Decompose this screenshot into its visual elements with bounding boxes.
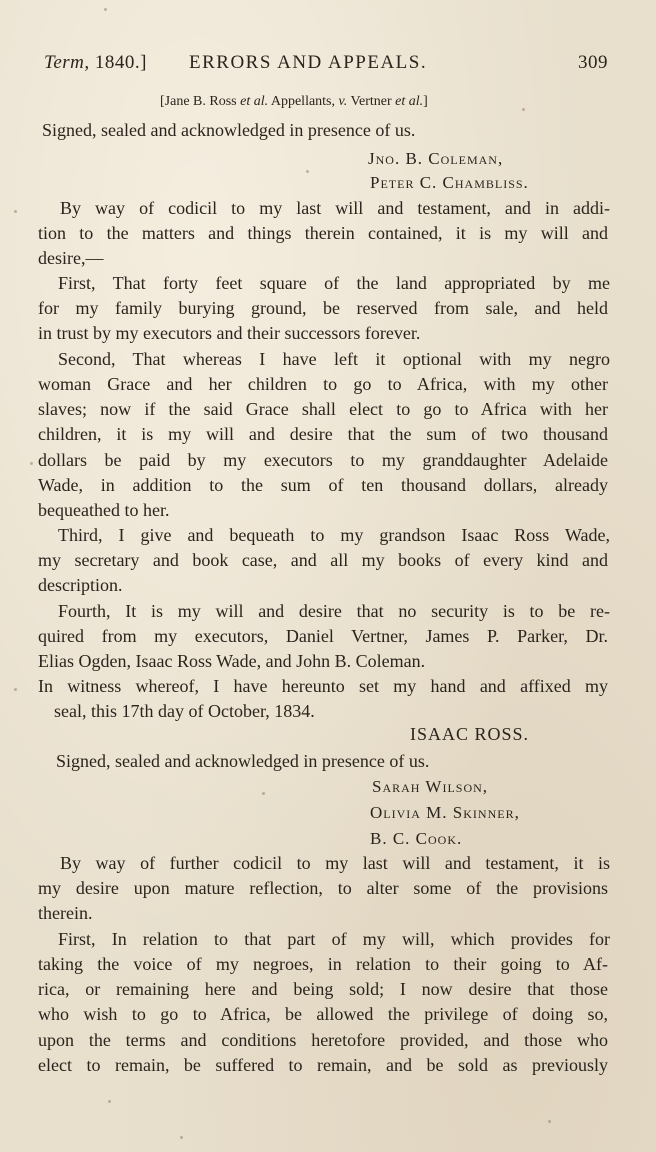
text-line: By way of codicil to my last will and testament, and in addi- [60, 198, 610, 218]
paper-speck [306, 170, 309, 173]
testator-signature: ISAAC ROSS. [410, 724, 530, 744]
text-line: By way of further codicil to my last will and testament, it is [60, 853, 610, 873]
text-line: Wade, in addition to the sum of ten thousand dollars, already [38, 475, 608, 495]
text-line: elect to remain, be suffered to remain, and be sold as previously [38, 1055, 608, 1075]
text-line: Elias Ogden, Isaac Ross Wade, and John B. Coleman. [38, 651, 426, 671]
witness-name: Sarah Wilson, [372, 777, 489, 796]
text-line: dollars be paid by my executors to my granddaughter Adelaide [38, 450, 608, 470]
text-line: In witness whereof, I have hereunto set my hand and affixed my [38, 676, 608, 696]
text-line: taking the voice of my negroes, in relation to their going to Af- [38, 954, 608, 974]
text-line: Second, That whereas I have left it optional with my negro [58, 349, 610, 369]
text-line: Signed, sealed and acknowledged in presence of us. [56, 751, 430, 771]
paper-speck [108, 1100, 111, 1103]
witness-name: Peter C. Chambliss. [370, 173, 529, 192]
paper-speck [30, 462, 33, 465]
text-line: children, it is my will and desire that the sum of two thousand [38, 424, 608, 444]
paper-speck [522, 108, 525, 111]
header-title: ERRORS AND APPEALS. [189, 52, 428, 73]
running-header [44, 52, 608, 80]
witness-name: Olivia M. Skinner, [370, 803, 520, 822]
text-line: bequeathed to her. [38, 500, 170, 520]
text-line: First, In relation to that part of my will, which provides for [58, 929, 610, 949]
text-line: upon the terms and conditions heretofore provided, and those who [38, 1030, 608, 1050]
witness-name: Jno. B. Coleman, [368, 149, 504, 168]
text-line: description. [38, 575, 123, 595]
text-line: Fourth, It is my will and desire that no security is to be re- [58, 601, 610, 621]
text-line: therein. [38, 903, 93, 923]
term-label: Term, 1840.] [44, 52, 147, 73]
text-line: my secretary and book case, and all my books of every kind and [38, 550, 608, 570]
text-line: for my family burying ground, be reserved from sale, and held [38, 298, 608, 318]
paper-speck [14, 210, 17, 213]
paper-speck [14, 688, 17, 691]
text-line: Signed, sealed and acknowledged in presence of us. [42, 120, 416, 140]
witness-name: B. C. Cook. [370, 829, 463, 848]
text-line: Third, I give and bequeath to my grandson Isaac Ross Wade, [58, 525, 610, 545]
text-line: quired from my executors, Daniel Vertner, James P. Parker, Dr. [38, 626, 608, 646]
page-number: 309 [578, 52, 608, 73]
text-line: woman Grace and her children to go to Africa, with my other [38, 374, 608, 394]
paper-speck [104, 8, 107, 11]
text-line: in trust by my executors and their successors forever. [38, 323, 421, 343]
text-line: tion to the matters and things therein contained, it is my will and [38, 223, 608, 243]
paper-speck [262, 792, 265, 795]
text-line: slaves; now if the said Grace shall elect to go to Africa with her [38, 399, 608, 419]
text-line: who wish to go to Africa, be allowed the privilege of doing so, [38, 1004, 608, 1024]
paper-speck [180, 1136, 183, 1139]
case-caption: [Jane B. Ross et al. Appellants, v. Vertner et al.] [160, 94, 428, 109]
text-line: rica, or remaining here and being sold; I now desire that those [38, 979, 608, 999]
paper-speck [548, 1120, 551, 1123]
text-line: my desire upon mature reflection, to alter some of the provisions [38, 878, 608, 898]
text-line: seal, this 17th day of October, 1834. [54, 701, 315, 721]
text-line: First, That forty feet square of the land appropriated by me [58, 273, 610, 293]
text-line: desire,— [38, 248, 104, 268]
